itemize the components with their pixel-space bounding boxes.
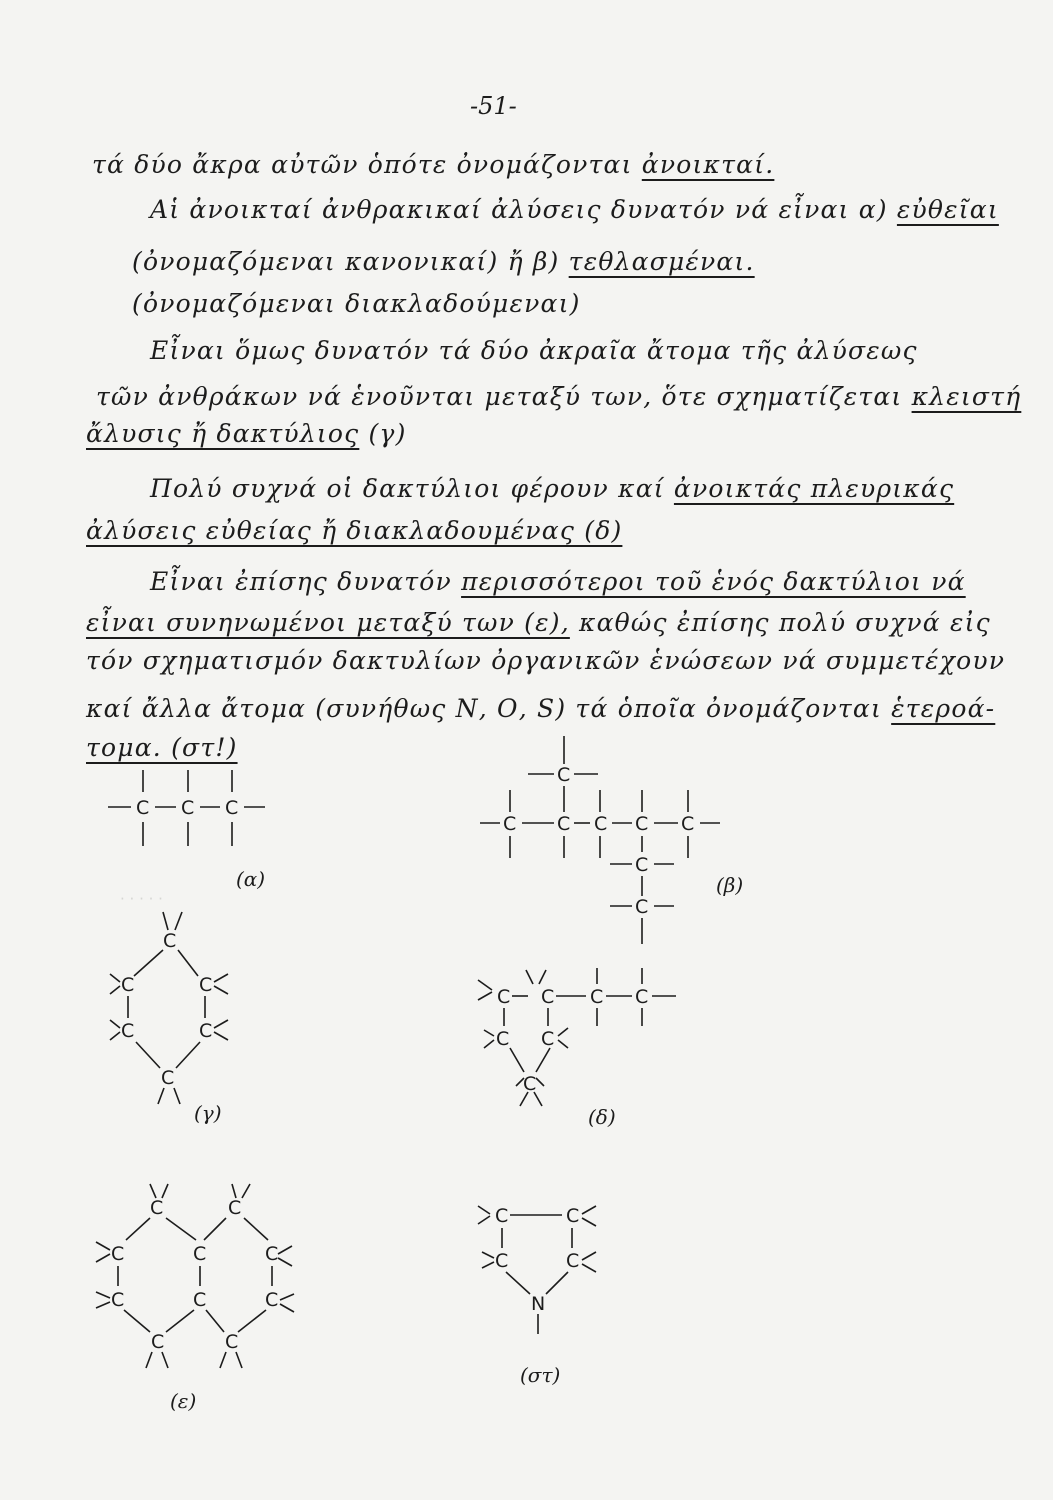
text-segment: (γ) <box>359 419 407 448</box>
page-number: -51- <box>470 92 517 120</box>
carbon-atom: C <box>111 1289 125 1311</box>
carbon-atom: C <box>265 1243 279 1265</box>
label-epsilon: (ε) <box>170 1389 197 1413</box>
carbon-atom: C <box>265 1289 279 1311</box>
text-segment: Πολύ συχνά οἱ δακτύλιοι φέρουν καί <box>150 474 674 503</box>
carbon-atom: C <box>181 797 195 819</box>
text-segment: Εἶναι ὅμως δυνατόν τά δύο ἀκραῖα ἄτομα τῆς ἀλύσεως <box>150 336 918 365</box>
carbon-atom: C <box>121 974 135 996</box>
carbon-atom: C <box>199 974 213 996</box>
label-beta: (β) <box>716 873 744 897</box>
nitrogen-atom: N <box>531 1293 546 1315</box>
underlined-text: εἶναι συνηνωμένοι μεταξύ των (ε), <box>86 608 570 637</box>
carbon-atom: C <box>161 1067 175 1089</box>
text-segment: Αἱ ἀνοικταί ἀνθρακικαί ἀλύσεις δυνατόν νά εἶναι α) <box>150 195 897 224</box>
underlined-text: κλειστή <box>911 382 1022 411</box>
carbon-atom: C <box>225 1331 239 1353</box>
carbon-atom: C <box>163 930 177 952</box>
structure-epsilon <box>96 1184 294 1413</box>
carbon-atom: C <box>228 1197 242 1219</box>
underlined-text: ἄλυσις ἤ δακτύλιος <box>86 419 360 448</box>
underlined-text: ἀνοικτάς πλευρικάς <box>673 474 955 503</box>
carbon-atom: C <box>635 813 649 835</box>
carbon-atom: C <box>193 1243 207 1265</box>
carbon-atom: C <box>635 854 649 876</box>
text-segment: (ὀνομαζόμεναι κανονικαί) ἤ β) <box>132 247 569 276</box>
carbon-atom: C <box>199 1020 213 1042</box>
carbon-atom: C <box>111 1243 125 1265</box>
carbon-atom: C <box>635 986 649 1008</box>
structure-delta <box>478 968 676 1129</box>
text-segment: τά δύο ἄκρα αὐτῶν ὁπότε ὀνομάζονται <box>92 150 642 179</box>
underlined-text: τεθλασμέναι. <box>568 247 755 276</box>
underlined-text: περισσότεροι τοῦ ἑνός δακτύλιοι νά <box>461 567 966 596</box>
carbon-atom: C <box>681 813 695 835</box>
label-alpha: (α) <box>236 867 266 891</box>
underlined-text: ἀνοικταί. <box>641 150 775 179</box>
label-gamma: (γ) <box>194 1101 222 1125</box>
carbon-atom: C <box>136 797 150 819</box>
underlined-text: ἀλύσεις εὐθείας ἤ διακλαδουμένας (δ) <box>86 516 623 545</box>
carbon-atom: C <box>121 1020 135 1042</box>
carbon-atom: C <box>635 896 649 918</box>
carbon-atom: C <box>225 797 239 819</box>
text-segment: τόν σχηματισμόν δακτυλίων ὀργανικῶν ἑνώσεων νά συμμετέχουν <box>86 646 1006 675</box>
text-segment: τῶν ἀνθράκων νά ἑνοῦνται μεταξύ των, ὅτε σχηματίζεται <box>96 382 912 411</box>
label-delta: (δ) <box>588 1105 616 1129</box>
structure-gamma <box>110 912 228 1125</box>
bleed-through-1: · · · · · <box>120 890 163 908</box>
carbon-atom: C <box>496 1028 510 1050</box>
carbon-atom: C <box>566 1250 580 1272</box>
carbon-atom: C <box>503 813 517 835</box>
carbon-atom: C <box>541 986 555 1008</box>
carbon-atom: C <box>594 813 608 835</box>
carbon-atom: C <box>495 1250 509 1272</box>
carbon-atom: C <box>495 1205 509 1227</box>
carbon-atom: C <box>523 1073 537 1095</box>
carbon-atom: C <box>557 764 571 786</box>
underlined-text: τομα. (στ!) <box>86 733 238 762</box>
text-segment: Εἶναι ἐπίσης δυνατόν <box>150 567 462 596</box>
label-stigma: (στ) <box>520 1363 561 1387</box>
carbon-atom: C <box>193 1289 207 1311</box>
structure-alpha <box>108 770 265 891</box>
carbon-atom: C <box>151 1331 165 1353</box>
carbon-atom: C <box>150 1197 164 1219</box>
carbon-atom: C <box>590 986 604 1008</box>
underlined-text: ἑτεροά- <box>891 694 996 723</box>
carbon-atom: C <box>557 813 571 835</box>
text-segment: καθώς ἐπίσης πολύ συχνά εἰς <box>569 608 991 637</box>
structure-beta <box>480 736 743 944</box>
text-segment: (ὀνομαζόμεναι διακλαδούμεναι) <box>132 289 581 318</box>
carbon-atom: C <box>497 986 511 1008</box>
text-segment: καί ἄλλα ἄτομα (συνήθως Ν, Ο, S) τά ὁποῖα ὀνομάζονται <box>86 694 892 723</box>
underlined-text: εὐθεῖαι <box>896 195 999 224</box>
carbon-atom: C <box>566 1205 580 1227</box>
structure-stigma <box>478 1205 596 1387</box>
carbon-atom: C <box>541 1028 555 1050</box>
